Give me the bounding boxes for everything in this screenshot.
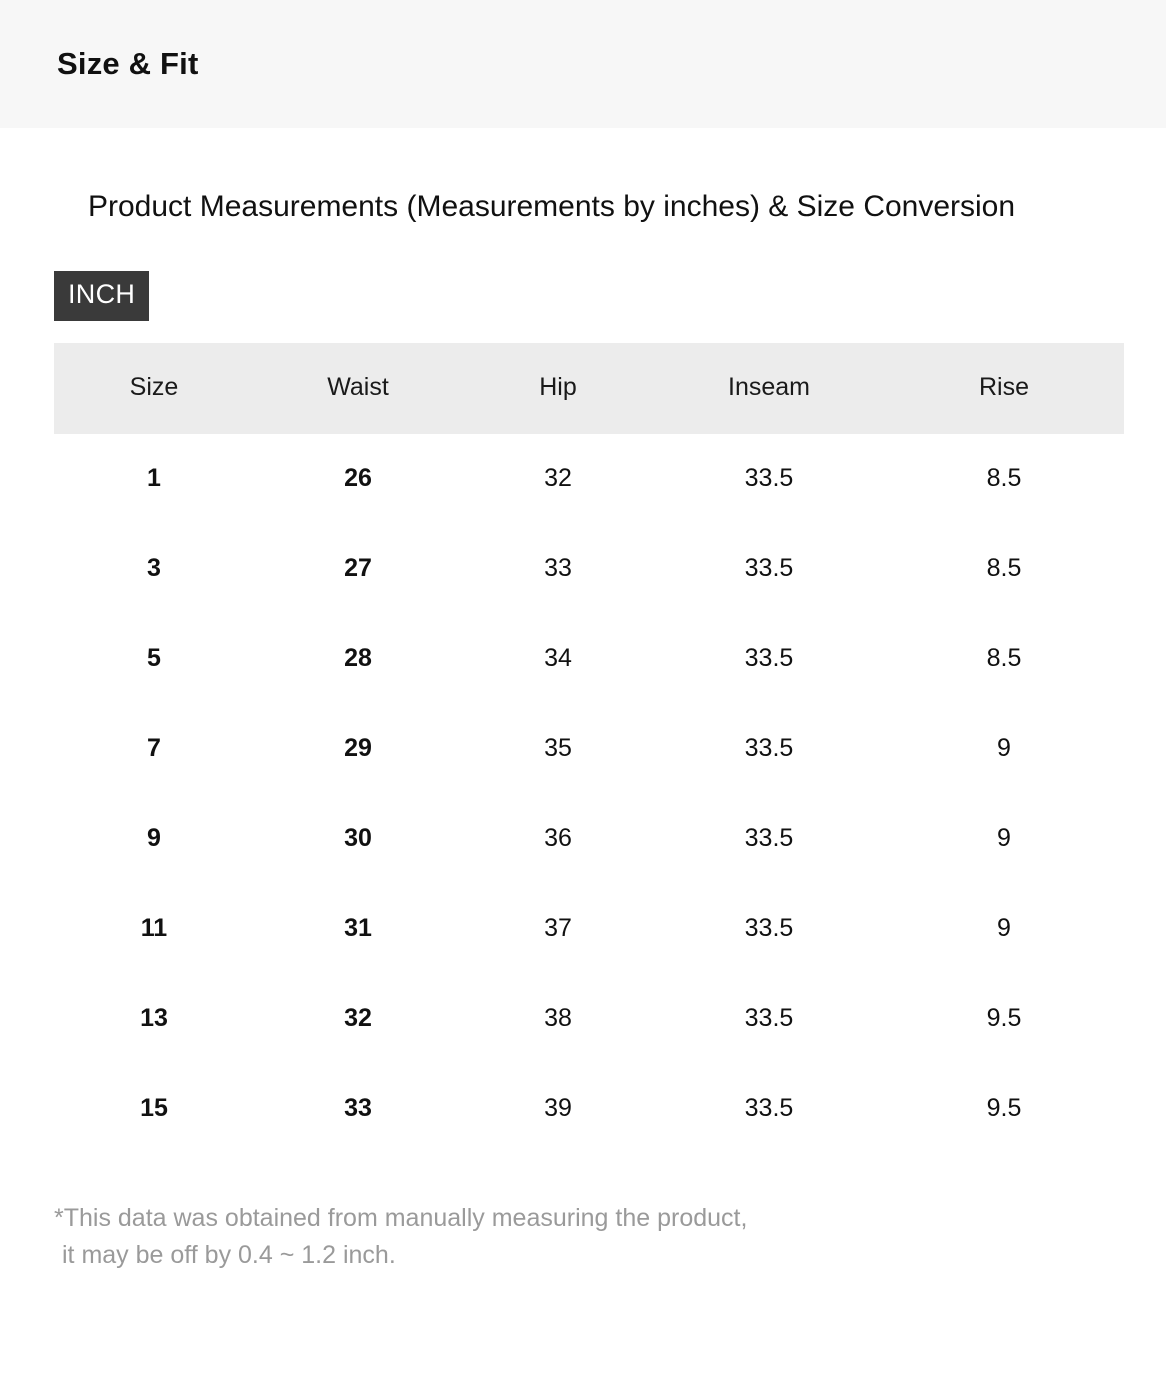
size-chart-table	[54, 343, 1124, 1154]
page-content	[0, 184, 1166, 1275]
cell-size: 15	[140, 1093, 168, 1122]
cell-size: 9	[147, 823, 161, 852]
cell-rise: 8.5	[986, 463, 1022, 492]
unit-badge: INCH	[54, 271, 149, 321]
table-header-row	[54, 343, 1124, 434]
table-row	[54, 434, 1124, 524]
cell-rise: 8.5	[986, 643, 1022, 672]
page-header	[0, 0, 1166, 128]
cell-hip: 38	[544, 1003, 572, 1032]
cell-inseam: 33.5	[744, 553, 794, 582]
cell-size: 3	[147, 553, 161, 582]
cell-inseam: 33.5	[744, 1093, 794, 1122]
cell-waist: 28	[344, 643, 372, 672]
cell-hip: 39	[544, 1093, 572, 1122]
table-header	[54, 343, 1124, 434]
cell-waist: 30	[344, 823, 372, 852]
table-body	[54, 434, 1124, 1154]
table-row	[54, 704, 1124, 794]
section-title: Product Measurements (Measurements by inches) & Size Conversion	[88, 190, 1016, 223]
cell-hip: 37	[544, 913, 572, 942]
cell-rise: 9.5	[986, 1093, 1022, 1122]
unit-badge-container	[54, 271, 1166, 321]
cell-hip: 34	[544, 643, 572, 672]
table-row	[54, 1064, 1124, 1154]
column-header-hip: Hip	[539, 372, 577, 401]
cell-waist: 33	[344, 1093, 372, 1122]
table-row	[54, 974, 1124, 1064]
table-row	[54, 884, 1124, 974]
cell-hip: 36	[544, 823, 572, 852]
cell-rise: 8.5	[986, 553, 1022, 582]
cell-inseam: 33.5	[744, 1003, 794, 1032]
cell-rise: 9.5	[986, 1003, 1022, 1032]
column-header-rise: Rise	[978, 372, 1029, 401]
cell-size: 11	[140, 913, 168, 942]
cell-size: 13	[140, 1003, 168, 1032]
cell-size: 7	[147, 733, 161, 762]
cell-inseam: 33.5	[744, 643, 794, 672]
cell-rise: 9	[997, 913, 1011, 942]
footnote-line-1: *This data was obtained from manually measuring the product,	[54, 1203, 748, 1232]
cell-waist: 27	[344, 553, 372, 582]
footnote-line-2: it may be off by 0.4 ~ 1.2 inch.	[62, 1241, 396, 1269]
cell-rise: 9	[997, 823, 1011, 852]
footnote	[54, 1200, 1104, 1275]
table-row	[54, 794, 1124, 884]
column-header-inseam: Inseam	[728, 372, 810, 401]
table-row	[54, 614, 1124, 704]
page-title: Size & Fit	[57, 46, 199, 81]
cell-inseam: 33.5	[744, 463, 794, 492]
cell-waist: 32	[344, 1003, 372, 1032]
cell-inseam: 33.5	[744, 733, 794, 762]
cell-size: 1	[147, 463, 161, 492]
cell-waist: 26	[344, 463, 372, 492]
column-header-size: Size	[129, 372, 179, 401]
cell-waist: 29	[344, 733, 372, 762]
table-row	[54, 524, 1124, 614]
column-header-waist: Waist	[327, 372, 389, 401]
cell-rise: 9	[997, 733, 1011, 762]
cell-hip: 33	[544, 553, 572, 582]
cell-hip: 35	[544, 733, 572, 762]
cell-hip: 32	[544, 463, 572, 492]
cell-inseam: 33.5	[744, 913, 794, 942]
cell-size: 5	[147, 643, 161, 672]
cell-inseam: 33.5	[744, 823, 794, 852]
cell-waist: 31	[344, 913, 372, 942]
